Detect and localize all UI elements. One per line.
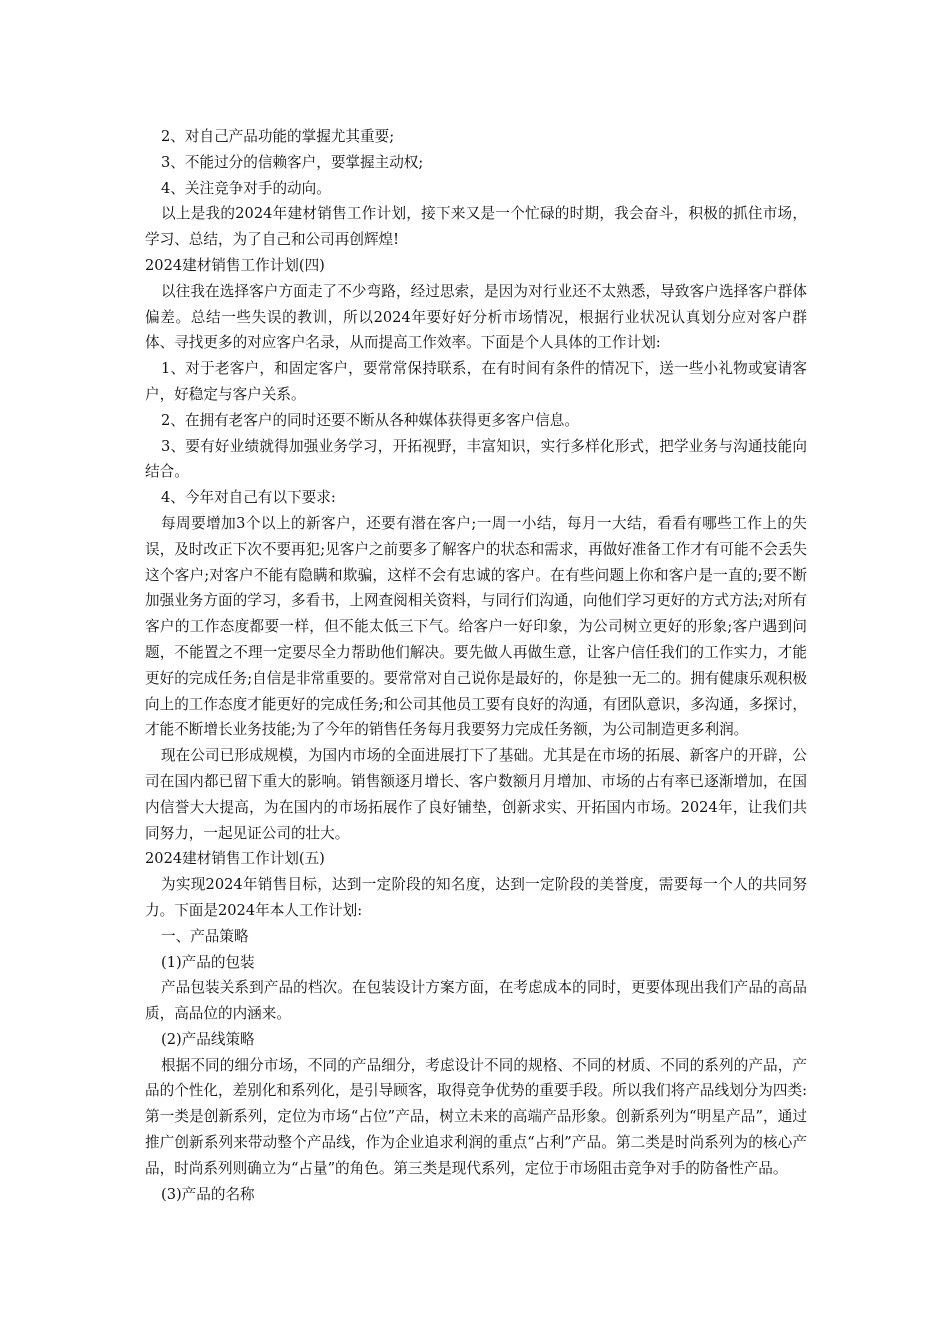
paragraph: 1、对于老客户，和固定客户，要常常保持联系，在有时间有条件的情况下，送一些小礼物或宴请客户，好稳定与客户关系。 [145, 360, 807, 403]
paragraph: 根据不同的细分市场，不同的产品细分，考虑设计不同的规格、不同的材质、不同的系列的产品，产品的个性化，差别化和系列化，是引导顾客，取得竞争优势的重要手段。所以我们将产品线划分为四类: 第一类是创新系列，定位为市场“占位”产品，树立未来的高端产品形象。创新系列为“明星产品”，通过推广创新系列来带动整个产品线，作为企业追求利润的重点“占利”产品。第二类是时尚系列为的核心产品，时尚系列则确立为“占量”的角色。第三类是现代系列，定位于市场阻击竞争对手的防备性产品。 [145, 1056, 807, 1177]
section-heading: 2024建材销售工作计划(四) [145, 256, 325, 274]
paragraph: 4、关注竞争对手的动向。 [161, 179, 331, 197]
paragraph: 每周要增加3个以上的新客户，还要有潜在客户;一周一小结，每月一大结，看看有哪些工作上的失误，及时改正下次不要再犯;见客户之前要多了解客户的状态和需求，再做好准备工作才有可能不会丢失这个客户;对客户不能有隐瞒和欺骗，这样不会有忠诚的客户。在有些问题上你和客户是一直的;要不断加强业务方面的学习，多看书，上网查阅相关资料，与同行们沟通，向他们学习更好的方式方法;对所有客户的工作态度都要一样，但不能太低三下气。给客户一好印象，为公司树立更好的形象;客户遇到问题，不能置之不理一定要尽全力帮助他们解决。要先做人再做生意，让客户信任我们的工作实力，才能更好的完成任务;自信是非常重要的。要常常对自己说你是最好的，你是独一无二的。拥有健康乐观积极向上的工作态度才能更好的完成任务;和公司其他员工要有良好的沟通，有团队意识，多沟通，多探讨，才能不断增长业务技能;为了今年的销售任务每月我要努力完成任务额，为公司制造更多利润。 [145, 514, 807, 739]
paragraph: 3、要有好业绩就得加强业务学习，开拓视野，丰富知识，实行多样化形式，把学业务与沟通技能向结合。 [145, 437, 807, 481]
paragraph: 一、产品策略 [161, 927, 249, 945]
paragraph: 以上是我的2024年建材销售工作计划，接下来又是一个忙碌的时期，我会奋斗，积极的抓住市场，学习、总结，为了自己和公司再创辉煌! [145, 205, 807, 249]
paragraph: 3、不能过分的信赖客户，要掌握主动权; [161, 153, 424, 171]
paragraph: (1)产品的包装 [161, 953, 255, 971]
document-body [145, 124, 807, 1207]
paragraph: 为实现2024年销售目标，达到一定阶段的知名度，达到一定阶段的美誉度，需要每一个人的共同努力。下面是2024年本人工作计划: [145, 876, 807, 919]
paragraph: 4、今年对自己有以下要求: [161, 489, 336, 507]
paragraph: 2、对自己产品功能的掌握尤其重要; [161, 128, 395, 145]
paragraph: 现在公司已形成规模，为国内市场的全面进展打下了基础。尤其是在市场的拓展、新客户的开辟，公司在国内都已留下重大的影响。销售额逐月增长、客户数额月月增加、市场的占有率已逐渐增加，在国内信誉大大提高，为在国内的市场拓展作了良好铺垫，创新求实、开拓国内市场。2024年，让我们共同努力，一起见证公司的壮大。 [145, 747, 807, 842]
paragraph: (3)产品的名称 [161, 1185, 255, 1203]
paragraph: (2)产品线策略 [161, 1030, 255, 1048]
paragraph: 产品包装关系到产品的档次。在包装设计方案方面，在考虑成本的同时，更要体现出我们产品的高品质，高品位的内涵来。 [145, 979, 807, 1023]
paragraph: 以往我在选择客户方面走了不少弯路，经过思索，是因为对行业还不太熟悉，导致客户选择客户群体偏差。总结一些失误的教训，所以2024年要好好分析市场情况，根据行业状况认真划分应对客户群体、寻找更多的对应客户名录，从而提高工作效率。下面是个人具体的工作计划: [145, 282, 807, 352]
paragraph: 2、在拥有老客户的同时还要不断从各种媒体获得更多客户信息。 [161, 411, 579, 429]
section-heading: 2024建材销售工作计划(五) [145, 850, 325, 868]
